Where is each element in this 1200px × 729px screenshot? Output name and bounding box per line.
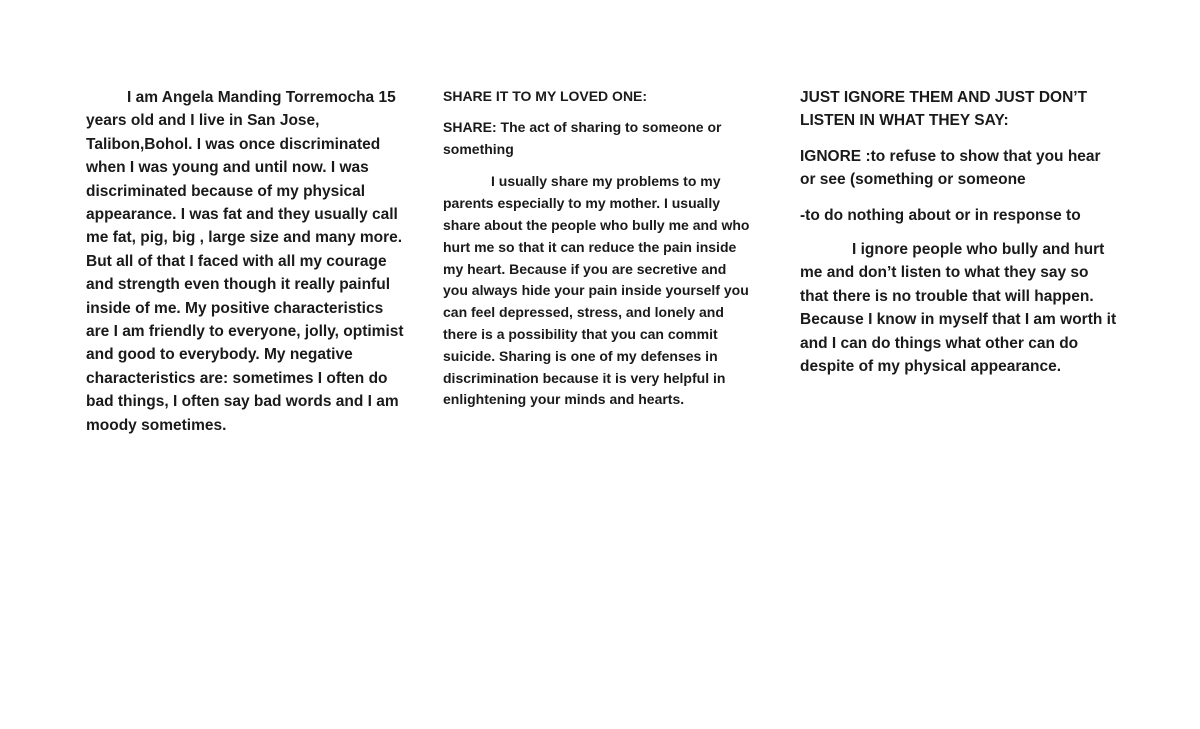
ignore-definition: IGNORE :to refuse to show that you hear or see (something or someone (800, 147, 1101, 189)
share-paragraph: I usually share my problems to my parents especially to my mother. I usually share about the people who bully me and who hurt me so that it can reduce the pain inside my heart. Because if you are secretive and you always hide your pain inside yourself you can feel depressed, stress, and lonely and there is a possibility that you can commit suicide. Sharing is one of my defenses in discrimination because it is very helpful in enlightening your minds and hearts. (443, 173, 750, 408)
personal-story-paragraph: I am Angela Manding Torremocha 15 years old and I live in San Jose, Talibon,Bohol. I was once discriminated when I was young and until now. I was discriminated because of my physical appearance. I was fat and they usually call me fat, pig, big , large size and many more. But all of that I faced with all my courage and strength even though it really painful inside of me. My positive characteristics are I am friendly to everyone, jolly, optimist and good to everybody. My negative characteristics are: sometimes I often do bad things, I often say bad words and I am moody sometimes. (86, 89, 404, 434)
share-title: SHARE IT TO MY LOVED ONE: (443, 88, 648, 104)
ignore-title: JUST IGNORE THEM AND JUST DON’T LISTEN IN WHAT THEY SAY: (800, 89, 1088, 130)
share-definition: SHARE: The act of sharing to someone or something (443, 118, 722, 157)
ignore-paragraph: I ignore people who bully and hurt me and don’t listen to what they say so that there is no trouble that will happen. Because I know in myself that I am worth it and I can do things what other can do despite of my physical appearance. (800, 241, 1117, 376)
column-personal-story (86, 86, 408, 437)
ignore-definition-secondary: -to do nothing about or in response to (800, 206, 1081, 224)
column-ignore (800, 86, 1118, 378)
column-share (443, 86, 755, 411)
